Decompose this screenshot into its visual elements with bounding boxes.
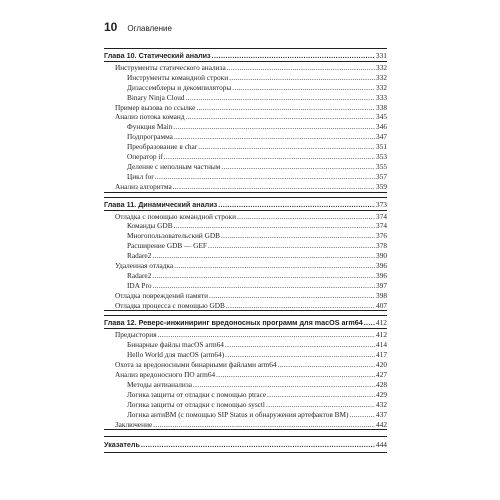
entry-page-number: 432: [376, 399, 387, 409]
entry-list: [104, 211, 387, 311]
dot-leader: [226, 301, 375, 311]
chapter-title: Глава 10. Статический анализ: [104, 51, 211, 60]
entry-page-number: 378: [376, 241, 387, 251]
toc-subsection-entry[interactable]: [104, 172, 387, 182]
entry-title: Анализ алгоритма: [115, 181, 172, 191]
entry-page-number: 333: [376, 92, 387, 102]
chapter-title-row[interactable]: [104, 199, 387, 211]
dot-leader: [278, 360, 376, 370]
dot-leader: [141, 439, 375, 450]
toc-subsection-entry[interactable]: [104, 251, 387, 261]
dot-leader: [174, 261, 375, 271]
entry-page-number: 427: [376, 370, 387, 380]
entry-title: Дизассемблеры и декомпиляторы: [127, 82, 232, 92]
entry-title: Логика защиты от отладки с помощью ptrace: [127, 389, 267, 399]
dot-leader: [155, 172, 375, 182]
chapter-title-row[interactable]: [104, 50, 387, 62]
entry-page-number: 376: [376, 231, 387, 241]
entry-page-number: 347: [376, 132, 387, 142]
dot-leader: [349, 410, 375, 420]
chapter-page-number: 331: [375, 51, 387, 60]
dot-leader: [364, 317, 375, 328]
dot-leader: [193, 380, 375, 390]
entry-title: Многопользовательский GDB: [127, 231, 221, 241]
page-number: 10: [104, 20, 118, 34]
entry-page-number: 332: [376, 82, 387, 92]
dot-leader: [158, 330, 375, 340]
dot-leader: [186, 112, 376, 122]
toc-section-entry[interactable]: [104, 182, 387, 192]
entry-page-number: 437: [376, 409, 387, 419]
toc-subsection-entry[interactable]: [104, 142, 387, 152]
entry-page-number: 396: [376, 261, 387, 271]
entry-page-number: 359: [376, 181, 387, 191]
entry-title: Отладка повреждений памяти: [115, 290, 208, 300]
entry-title: Методы антианализа: [127, 379, 192, 389]
toc-subsection-entry[interactable]: [104, 221, 387, 231]
entry-page-number: 412: [376, 330, 387, 340]
toc-subsection-entry[interactable]: [104, 122, 387, 132]
toc-subsection-entry[interactable]: [104, 162, 387, 172]
entry-title: Команды GDB: [127, 221, 173, 231]
page-header: [104, 20, 172, 34]
dot-leader: [232, 83, 375, 93]
entry-title: Логика защиты от отладки с помощью sysctl: [127, 399, 265, 409]
dot-leader: [186, 93, 375, 103]
entry-title: Удаленная отладка: [115, 261, 174, 271]
toc-section-entry[interactable]: [104, 370, 387, 380]
entry-page-number: 345: [376, 112, 387, 122]
entry-page-number: 346: [376, 122, 387, 132]
entry-page-number: 353: [376, 152, 387, 162]
entry-page-number: 396: [376, 270, 387, 280]
toc-subsection-entry[interactable]: [104, 93, 387, 103]
dot-leader: [267, 390, 375, 400]
entry-page-number: 428: [376, 379, 387, 389]
toc-subsection-entry[interactable]: [104, 83, 387, 93]
table-of-contents: [104, 48, 387, 453]
index-entry-block: [104, 436, 387, 453]
toc-subsection-entry[interactable]: [104, 281, 387, 291]
entry-page-number: 397: [376, 280, 387, 290]
dot-leader: [229, 73, 375, 83]
toc-subsection-entry[interactable]: [104, 410, 387, 420]
toc-section-entry[interactable]: [104, 291, 387, 301]
entry-title: Логика антиВМ (с помощью SIP Status и обнаружения артефактов ВМ): [127, 409, 349, 419]
toc-section-entry[interactable]: [104, 103, 387, 113]
index-title: Указатель: [104, 440, 140, 450]
index-page-number: 444: [375, 440, 387, 450]
chapter-title-row[interactable]: [104, 317, 387, 329]
chapter-title: Глава 11. Динамический анализ: [104, 199, 218, 209]
toc-subsection-entry[interactable]: [104, 241, 387, 251]
toc-subsection-entry[interactable]: [104, 400, 387, 410]
dot-leader: [212, 50, 375, 61]
chapter-page-number: 412: [375, 318, 387, 328]
toc-subsection-entry[interactable]: [104, 152, 387, 162]
index-title-row[interactable]: [104, 439, 387, 450]
toc-section-entry[interactable]: [104, 301, 387, 311]
dot-leader: [173, 182, 375, 192]
toc-section-entry[interactable]: [104, 261, 387, 271]
toc-section-entry[interactable]: [104, 420, 387, 430]
dot-leader: [174, 132, 375, 142]
dot-leader: [152, 271, 375, 281]
dot-leader: [173, 122, 375, 132]
toc-subsection-entry[interactable]: [104, 390, 387, 400]
toc-subsection-entry[interactable]: [104, 73, 387, 83]
entry-page-number: 442: [376, 419, 387, 429]
dot-leader: [221, 231, 375, 241]
dot-leader: [266, 400, 375, 410]
toc-subsection-entry[interactable]: [104, 132, 387, 142]
entry-title: Radare2: [127, 270, 152, 280]
dot-leader: [237, 212, 375, 222]
dot-leader: [216, 370, 375, 380]
dot-leader: [198, 142, 375, 152]
toc-section-entry[interactable]: [104, 112, 387, 122]
entry-page-number: 338: [376, 102, 387, 112]
entry-title: Отладка с помощью командной строки: [115, 211, 236, 221]
dot-leader: [209, 291, 375, 301]
dot-leader: [218, 199, 375, 210]
chapter-block: [104, 48, 387, 193]
chapter-page-number: 373: [375, 199, 387, 209]
entry-title: Инструменты командной строки: [127, 72, 229, 82]
entry-title: Оператор if: [127, 152, 163, 162]
dot-leader: [174, 221, 375, 231]
dot-leader: [227, 63, 375, 73]
entry-title: Заключение: [115, 419, 153, 429]
dot-leader: [196, 103, 375, 113]
entry-page-number: 374: [376, 221, 387, 231]
entry-title: Пример вызова по ссылке: [115, 102, 196, 112]
dot-leader: [225, 350, 375, 360]
entry-page-number: 398: [376, 290, 387, 300]
entry-title: Предыстория: [115, 330, 157, 340]
dot-leader: [225, 340, 375, 350]
entry-title: Binary Ninja Cloud: [127, 92, 185, 102]
entry-title: Hello World для macOS (arm64): [127, 350, 225, 360]
entry-title: Инструменты статического анализа: [115, 63, 226, 72]
entry-page-number: 420: [376, 360, 387, 370]
entry-title: Подпрограмма: [127, 132, 173, 142]
entry-page-number: 414: [376, 340, 387, 350]
entry-title: Расширение GDB — GEF: [127, 241, 207, 251]
entry-title: Отладка процесса с помощью GDB: [115, 300, 225, 310]
toc-subsection-entry[interactable]: [104, 231, 387, 241]
toc-section-entry[interactable]: [104, 330, 387, 340]
chapter-block: [104, 197, 387, 312]
entry-page-number: 357: [376, 171, 387, 181]
entry-title: Radare2: [127, 251, 152, 261]
entry-page-number: 407: [376, 300, 387, 310]
entry-page-number: 390: [376, 251, 387, 261]
entry-page-number: 332: [376, 63, 387, 72]
entry-page-number: 332: [376, 72, 387, 82]
toc-subsection-entry[interactable]: [104, 350, 387, 360]
dot-leader: [164, 152, 375, 162]
toc-subsection-entry[interactable]: [104, 380, 387, 390]
entry-page-number: 429: [376, 389, 387, 399]
dot-leader: [153, 281, 376, 291]
dot-leader: [153, 420, 375, 430]
dot-leader: [208, 241, 375, 251]
entry-page-number: 417: [376, 350, 387, 360]
toc-section-entry[interactable]: [104, 360, 387, 370]
entry-list: [104, 62, 387, 192]
entry-page-number: 351: [376, 142, 387, 152]
entry-title: Функция Main: [127, 122, 173, 132]
entry-page-number: 374: [376, 211, 387, 221]
entry-title: Цикл for: [127, 171, 154, 181]
entry-title: Анализ вредоносного ПО arm64: [115, 370, 216, 380]
toc-subsection-entry[interactable]: [104, 340, 387, 350]
dot-leader: [152, 251, 375, 261]
entry-list: [104, 329, 387, 429]
entry-title: Преобразование в char: [127, 142, 198, 152]
entry-title: IDA Pro: [127, 280, 152, 290]
toc-section-entry[interactable]: [104, 63, 387, 73]
running-head: Оглавление: [127, 24, 172, 33]
entry-title: Деление с неполным частным: [127, 161, 221, 171]
entry-title: Охота за вредоносными бинарными файлами arm64: [115, 360, 277, 370]
toc-subsection-entry[interactable]: [104, 271, 387, 281]
entry-title: Анализ потока команд: [115, 112, 185, 122]
entry-page-number: 355: [376, 161, 387, 171]
chapter-title: Глава 12. Реверс-инжиниринг вредоносных программ для macOS arm64: [104, 318, 363, 328]
dot-leader: [221, 162, 375, 172]
entry-title: Бинарные файлы macOS arm64: [127, 340, 224, 350]
chapter-block: [104, 315, 387, 430]
toc-section-entry[interactable]: [104, 212, 387, 222]
